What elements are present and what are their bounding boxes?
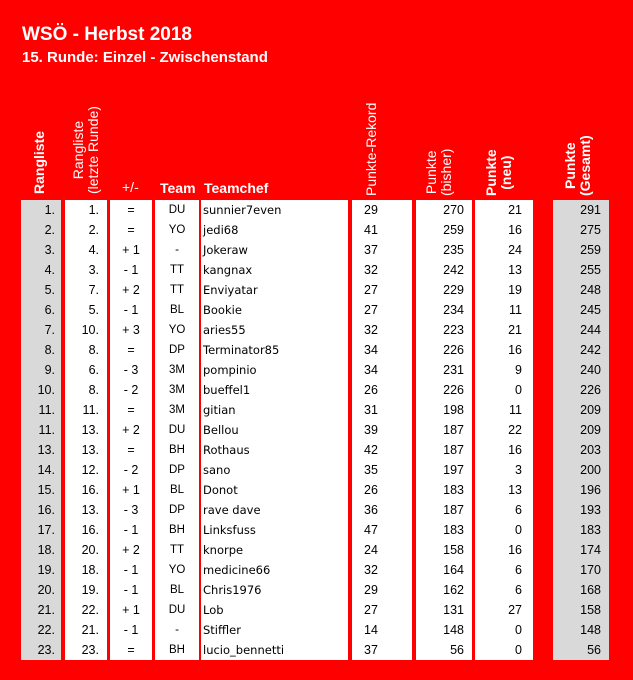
- diff-cell: =: [127, 403, 135, 417]
- header-prev-rank-line1: Rangliste: [70, 120, 86, 180]
- rank-cell: 6.: [44, 303, 55, 317]
- rank-cell: 11.: [38, 403, 55, 417]
- table-row: [0, 420, 633, 440]
- record-cell: 29: [364, 583, 378, 597]
- prev-rank-cell: 16.: [81, 483, 99, 497]
- table-row: [0, 220, 633, 240]
- record-cell: 26: [364, 483, 378, 497]
- prev-rank-cell: 10.: [81, 323, 99, 337]
- team-cell: DU: [168, 424, 186, 436]
- points-gesamt-cell: 168: [580, 583, 601, 597]
- points-neu-cell: 11: [509, 303, 522, 317]
- points-neu-cell: 21: [508, 323, 522, 337]
- points-bisher-cell: 198: [443, 403, 464, 417]
- diff-cell: - 2: [123, 463, 139, 477]
- header-prev-rank-line2: (letzte Runde): [85, 106, 101, 194]
- diff-cell: + 2: [122, 283, 140, 297]
- points-bisher-cell: 242: [443, 263, 464, 277]
- teamchef-cell: jedi68: [203, 223, 239, 237]
- team-cell: 3M: [169, 364, 185, 376]
- points-neu-cell: 16: [508, 343, 522, 357]
- record-cell: 31: [364, 403, 378, 417]
- diff-cell: + 2: [122, 543, 140, 557]
- team-cell: BH: [169, 524, 185, 536]
- record-cell: 34: [364, 343, 378, 357]
- table-row: [0, 480, 633, 500]
- teamchef-cell: knorpe: [203, 543, 244, 557]
- teamchef-cell: Lob: [203, 603, 224, 617]
- diff-cell: - 1: [123, 563, 139, 577]
- record-cell: 27: [364, 283, 378, 297]
- points-gesamt-cell: 291: [580, 203, 601, 217]
- rank-cell: 2.: [44, 223, 55, 237]
- teamchef-cell: Donot: [203, 483, 238, 497]
- prev-rank-cell: 12.: [81, 463, 99, 477]
- prev-rank-cell: 1.: [88, 203, 99, 217]
- points-gesamt-cell: 196: [580, 483, 601, 497]
- record-cell: 27: [364, 303, 378, 317]
- prev-rank-cell: 6.: [88, 363, 99, 377]
- points-gesamt-cell: 209: [580, 423, 601, 437]
- prev-rank-cell: 18.: [81, 563, 99, 577]
- diff-cell: + 1: [122, 243, 140, 257]
- page-subtitle: 15. Runde: Einzel - Zwischenstand: [22, 49, 268, 66]
- rank-cell: 9.: [44, 363, 55, 377]
- table-row: [0, 520, 633, 540]
- teamchef-cell: Linksfuss: [203, 523, 256, 537]
- teamchef-cell: lucio_bennetti: [203, 643, 285, 657]
- teamchef-cell: sano: [203, 463, 231, 477]
- record-cell: 39: [364, 423, 378, 437]
- rank-cell: 15.: [37, 483, 55, 497]
- diff-cell: - 3: [123, 503, 139, 517]
- rank-cell: 1.: [44, 203, 55, 217]
- prev-rank-cell: 4.: [88, 243, 99, 257]
- points-neu-cell: 0: [515, 523, 522, 537]
- diff-cell: - 1: [123, 623, 139, 637]
- points-neu-cell: 0: [515, 643, 522, 657]
- prev-rank-cell: 13.: [81, 423, 99, 437]
- points-neu-cell: 13: [508, 263, 522, 277]
- prev-rank-cell: 20.: [81, 543, 99, 557]
- teamchef-cell: Terminator85: [203, 343, 280, 357]
- points-neu-cell: 24: [508, 243, 522, 257]
- points-neu-cell: 27: [508, 603, 522, 617]
- prev-rank-cell: 16.: [81, 523, 99, 537]
- diff-cell: - 2: [123, 383, 139, 397]
- points-bisher-cell: 183: [443, 523, 464, 537]
- teamchef-cell: gitian: [203, 403, 236, 417]
- points-bisher-cell: 234: [443, 303, 464, 317]
- prev-rank-cell: 5.: [88, 303, 99, 317]
- record-cell: 27: [364, 603, 378, 617]
- table-row: [0, 240, 633, 260]
- team-cell: DP: [169, 344, 185, 356]
- rank-cell: 8.: [44, 343, 55, 357]
- diff-cell: =: [127, 443, 135, 457]
- diff-cell: - 1: [123, 583, 139, 597]
- team-cell: 3M: [169, 384, 185, 396]
- header-points-gesamt: [563, 135, 593, 196]
- points-bisher-cell: 183: [443, 483, 464, 497]
- team-cell: -: [175, 624, 179, 636]
- record-cell: 32: [364, 323, 378, 337]
- table-row: [0, 640, 633, 660]
- points-gesamt-cell: 56: [587, 643, 601, 657]
- table-row: [0, 200, 633, 220]
- teamchef-cell: Jokeraw: [203, 243, 248, 257]
- table-row: [0, 440, 633, 460]
- diff-cell: =: [127, 203, 135, 217]
- points-neu-cell: 6: [515, 583, 522, 597]
- team-cell: DP: [169, 504, 185, 516]
- header-team: Team: [160, 180, 196, 196]
- rank-cell: 11.: [38, 423, 55, 437]
- points-bisher-cell: 197: [443, 463, 464, 477]
- points-neu-cell: 16: [508, 443, 522, 457]
- points-bisher-cell: 164: [443, 563, 464, 577]
- prev-rank-cell: 19.: [81, 583, 99, 597]
- rank-cell: 5.: [44, 283, 55, 297]
- points-gesamt-cell: 275: [580, 223, 601, 237]
- points-bisher-cell: 235: [443, 243, 464, 257]
- points-neu-cell: 6: [515, 563, 522, 577]
- record-cell: 14: [364, 623, 378, 637]
- teamchef-cell: Enviyatar: [203, 283, 258, 297]
- header-points-neu-line2: (neu): [498, 155, 514, 190]
- prev-rank-cell: 13.: [81, 443, 99, 457]
- rank-cell: 18.: [37, 543, 55, 557]
- record-cell: 24: [364, 543, 378, 557]
- points-gesamt-cell: 245: [580, 303, 601, 317]
- header-points-neu: [484, 149, 514, 196]
- record-cell: 26: [364, 383, 378, 397]
- team-cell: BL: [169, 584, 185, 596]
- points-gesamt-cell: 193: [580, 503, 601, 517]
- prev-rank-cell: 22.: [81, 603, 99, 617]
- table-row: [0, 460, 633, 480]
- record-cell: 47: [364, 523, 378, 537]
- team-cell: TT: [169, 284, 185, 296]
- record-cell: 37: [364, 643, 378, 657]
- table-row: [0, 320, 633, 340]
- team-cell: BH: [169, 444, 185, 456]
- points-neu-cell: 21: [508, 203, 522, 217]
- points-neu-cell: 13: [508, 483, 522, 497]
- rank-cell: 22.: [37, 623, 55, 637]
- team-cell: YO: [168, 224, 186, 236]
- prev-rank-cell: 7.: [88, 283, 99, 297]
- teamchef-cell: Bookie: [203, 303, 242, 317]
- teamchef-cell: sunnier7even: [203, 203, 282, 217]
- diff-cell: =: [127, 643, 135, 657]
- team-cell: BL: [169, 484, 185, 496]
- table-row: [0, 500, 633, 520]
- diff-cell: + 3: [122, 323, 140, 337]
- points-gesamt-cell: 244: [580, 323, 601, 337]
- team-cell: TT: [169, 264, 185, 276]
- team-cell: -: [175, 244, 179, 256]
- header-points-gesamt-line2: (Gesamt): [577, 135, 593, 196]
- record-cell: 35: [364, 463, 378, 477]
- points-gesamt-cell: 170: [580, 563, 601, 577]
- points-bisher-cell: 187: [443, 443, 464, 457]
- table-row: [0, 580, 633, 600]
- team-cell: BH: [169, 644, 185, 656]
- points-gesamt-cell: 148: [580, 623, 601, 637]
- team-cell: DU: [168, 204, 186, 216]
- points-bisher-cell: 226: [443, 343, 464, 357]
- points-neu-cell: 16: [508, 223, 522, 237]
- diff-cell: - 1: [123, 523, 139, 537]
- record-cell: 34: [364, 363, 378, 377]
- diff-cell: =: [127, 223, 135, 237]
- table-row: [0, 260, 633, 280]
- table-row: [0, 400, 633, 420]
- prev-rank-cell: 2.: [88, 223, 99, 237]
- points-bisher-cell: 226: [443, 383, 464, 397]
- points-gesamt-cell: 200: [580, 463, 601, 477]
- points-gesamt-cell: 209: [580, 403, 601, 417]
- rank-cell: 4.: [44, 263, 55, 277]
- prev-rank-cell: 11.: [82, 403, 99, 417]
- points-gesamt-cell: 226: [580, 383, 601, 397]
- points-gesamt-cell: 259: [580, 243, 601, 257]
- diff-cell: =: [127, 343, 135, 357]
- points-neu-cell: 19: [508, 283, 522, 297]
- diff-cell: + 1: [122, 603, 140, 617]
- prev-rank-cell: 23.: [81, 643, 99, 657]
- teamchef-cell: kangnax: [203, 263, 253, 277]
- points-gesamt-cell: 240: [580, 363, 601, 377]
- header-prev-rank: [71, 106, 101, 194]
- points-bisher-cell: 131: [443, 603, 464, 617]
- points-neu-cell: 22: [508, 423, 522, 437]
- header-points-neu-line1: Punkte: [483, 149, 499, 196]
- points-bisher-cell: 223: [443, 323, 464, 337]
- points-neu-cell: 0: [515, 623, 522, 637]
- points-neu-cell: 11: [509, 403, 522, 417]
- teamchef-cell: Rothaus: [203, 443, 250, 457]
- team-cell: BL: [169, 304, 185, 316]
- diff-cell: + 2: [122, 423, 140, 437]
- points-neu-cell: 16: [508, 543, 522, 557]
- points-gesamt-cell: 183: [580, 523, 601, 537]
- rank-cell: 14.: [37, 463, 55, 477]
- rank-cell: 23.: [37, 643, 55, 657]
- prev-rank-cell: 8.: [88, 343, 99, 357]
- teamchef-cell: medicine66: [203, 563, 271, 577]
- prev-rank-cell: 8.: [88, 383, 99, 397]
- record-cell: 29: [364, 203, 378, 217]
- table-row: [0, 620, 633, 640]
- teamchef-cell: Chris1976: [203, 583, 262, 597]
- rank-cell: 16.: [37, 503, 55, 517]
- team-cell: DP: [169, 464, 185, 476]
- teamchef-cell: Bellou: [203, 423, 239, 437]
- header-points-bisher-line2: (bisher): [438, 148, 454, 196]
- teamchef-cell: rave dave: [203, 503, 261, 517]
- table-row: [0, 560, 633, 580]
- prev-rank-cell: 13.: [81, 503, 99, 517]
- header-points-gesamt-line1: Punkte: [562, 142, 578, 189]
- points-neu-cell: 3: [515, 463, 522, 477]
- rank-cell: 3.: [44, 243, 55, 257]
- points-bisher-cell: 231: [443, 363, 464, 377]
- diff-cell: - 1: [123, 263, 139, 277]
- teamchef-cell: bueffel1: [203, 383, 251, 397]
- points-bisher-cell: 162: [443, 583, 464, 597]
- rank-cell: 21.: [37, 603, 55, 617]
- teamchef-cell: pompinio: [203, 363, 257, 377]
- points-gesamt-cell: 242: [580, 343, 601, 357]
- points-bisher-cell: 158: [443, 543, 464, 557]
- record-cell: 36: [364, 503, 378, 517]
- team-cell: YO: [168, 324, 186, 336]
- teamchef-cell: Stiffler: [203, 623, 241, 637]
- header-points-bisher-line1: Punkte: [423, 150, 439, 195]
- rank-cell: 17.: [37, 523, 55, 537]
- points-bisher-cell: 229: [443, 283, 464, 297]
- points-bisher-cell: 259: [443, 223, 464, 237]
- header-rank: Rangliste: [31, 130, 47, 194]
- table-row: [0, 540, 633, 560]
- header-teamchef: Teamchef: [204, 180, 269, 196]
- points-gesamt-cell: 174: [580, 543, 601, 557]
- record-cell: 41: [364, 223, 378, 237]
- points-bisher-cell: 270: [443, 203, 464, 217]
- points-bisher-cell: 148: [443, 623, 464, 637]
- points-neu-cell: 6: [515, 503, 522, 517]
- table-row: [0, 600, 633, 620]
- points-gesamt-cell: 203: [580, 443, 601, 457]
- points-gesamt-cell: 255: [580, 263, 601, 277]
- prev-rank-cell: 3.: [88, 263, 99, 277]
- record-cell: 32: [364, 563, 378, 577]
- points-bisher-cell: 187: [443, 503, 464, 517]
- points-bisher-cell: 56: [450, 643, 464, 657]
- header-diff: +/-: [122, 179, 139, 195]
- team-cell: DU: [168, 604, 186, 616]
- points-gesamt-cell: 248: [580, 283, 601, 297]
- rank-cell: 19.: [37, 563, 55, 577]
- rank-cell: 13.: [37, 443, 55, 457]
- team-cell: TT: [169, 544, 185, 556]
- points-bisher-cell: 187: [443, 423, 464, 437]
- rank-cell: 7.: [44, 323, 55, 337]
- points-gesamt-cell: 158: [580, 603, 601, 617]
- record-cell: 32: [364, 263, 378, 277]
- rank-cell: 20.: [37, 583, 55, 597]
- header-points-bisher: [424, 149, 454, 196]
- table-row: [0, 300, 633, 320]
- page-title: WSÖ - Herbst 2018: [22, 24, 192, 45]
- table-row: [0, 340, 633, 360]
- diff-cell: - 3: [123, 363, 139, 377]
- header-record: Punkte-Rekord: [363, 102, 379, 196]
- prev-rank-cell: 21.: [81, 623, 99, 637]
- rank-cell: 10.: [37, 383, 55, 397]
- table-row: [0, 280, 633, 300]
- teamchef-cell: aries55: [203, 323, 246, 337]
- team-cell: YO: [168, 564, 186, 576]
- table-row: [0, 380, 633, 400]
- table-row: [0, 360, 633, 380]
- team-cell: 3M: [169, 404, 185, 416]
- diff-cell: - 1: [123, 303, 139, 317]
- record-cell: 37: [364, 243, 378, 257]
- points-neu-cell: 9: [515, 363, 522, 377]
- diff-cell: + 1: [122, 483, 140, 497]
- points-neu-cell: 0: [515, 383, 522, 397]
- record-cell: 42: [364, 443, 378, 457]
